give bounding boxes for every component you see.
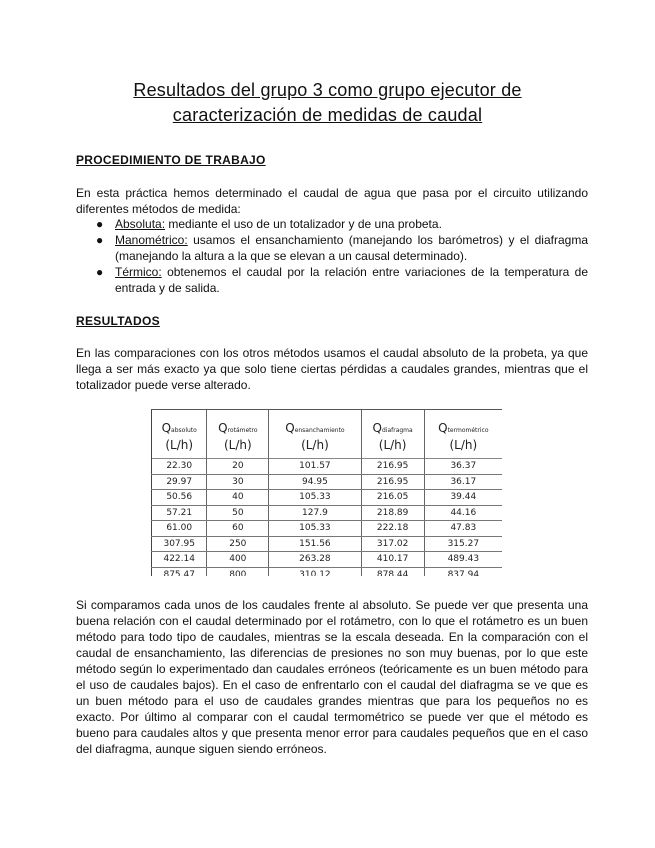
table-cell: 60 [207,521,269,537]
table-cell: 250 [207,536,269,552]
header-q-rotametro: Qrotámetro (L/h) [207,410,269,459]
method-description: obtenemos el caudal por la relación entre variaciones de la temperatura de entrada y de salida. [115,265,588,295]
table-row [152,552,503,568]
table-row [152,505,503,521]
table-row [152,521,503,537]
list-item [76,264,588,296]
table-cell: 878.44 [361,567,424,576]
table-cell: 216.95 [361,459,424,475]
table-cell: 50 [207,505,269,521]
list-item [76,216,588,232]
table-cell: 875.47 [152,567,207,576]
table-row [152,474,503,490]
table-row [152,459,503,475]
method-term: Manométrico: [115,233,188,247]
header-q-ensanchamiento: Qensanchamiento (L/h) [269,410,361,459]
table-cell: 30 [207,474,269,490]
bullet-icon: ● [96,217,104,231]
method-term: Absoluta: [115,217,166,231]
table-cell: 29.97 [152,474,207,490]
table-cell: 151.56 [269,536,361,552]
table-header-row [152,410,503,459]
table-cell: 263.28 [269,552,361,568]
table-cell: 400 [207,552,269,568]
table-cell: 94.95 [269,474,361,490]
table-cell: 101.57 [269,459,361,475]
table-cell: 310.12 [269,567,361,576]
method-term: Térmico: [115,265,162,279]
procedimiento-heading: PROCEDIMIENTO DE TRABAJO [76,153,266,167]
table-cell: 61.00 [152,521,207,537]
resultados-conclusion: Si comparamos cada unos de los caudales frente al absoluto. Se puede ver que presenta una buena relación con el caudal determinado por el rotámetro, con lo que el rotámetro es un buen método para todo tipo de caudales, mientras se la escala deseada. En la comparación con el caudal de ensanchamiento, las diferencias de presiones no son muy buenas, por lo que este método según lo experimentado dan caudales erróneos (teóricamente es un buen método para el uso de caudales bajos). En el caso de enfrentarlo con el caudal del diafragma se ve que es un buen método para el uso de caudales grandes mientras que para los pequeños no es exacto. Por último al comparar con el caudal termométrico se puede ver que el método es bueno para caudales altos y que presenta menor error para caudales pequeños que en el caso del diafragma, aunque siguen siendo erróneos. [76,598,588,756]
table-cell: 44.16 [424,505,502,521]
table-cell: 837.94 [424,567,502,576]
table-cell: 22.30 [152,459,207,475]
list-item [76,232,588,264]
method-description: usamos el ensanchamiento (manejando los barómetros) y el diafragma (manejando la altura a la que se elevan a un causal determinado). [115,233,588,263]
table-cell: 36.17 [424,474,502,490]
methods-list [76,216,588,296]
results-table [151,410,502,576]
table-row [152,536,503,552]
table-cell: 47.83 [424,521,502,537]
table-row [152,567,503,576]
table-row [152,490,503,506]
header-q-diafragma: Qdiafragma (L/h) [361,410,424,459]
table-cell: 489.43 [424,552,502,568]
table-cell: 20 [207,459,269,475]
table-cell: 105.33 [269,490,361,506]
table-cell: 422.14 [152,552,207,568]
table-cell: 39.44 [424,490,502,506]
header-q-termometrico: Qtermométrico (L/h) [424,410,502,459]
table-cell: 36.37 [424,459,502,475]
method-description: mediante el uso de un totalizador y de una probeta. [165,217,442,231]
resultados-heading: RESULTADOS [76,314,160,328]
table-cell: 50.56 [152,490,207,506]
header-q-absoluto: Qabsoluto (L/h) [152,410,207,459]
table-cell: 127.9 [269,505,361,521]
table-cell: 307.95 [152,536,207,552]
table-cell: 216.05 [361,490,424,506]
bullet-icon: ● [96,233,104,247]
bullet-icon: ● [96,265,104,279]
table-cell: 800 [207,567,269,576]
table-cell: 216.95 [361,474,424,490]
table-cell: 317.02 [361,536,424,552]
table-cell: 410.17 [361,552,424,568]
table-cell: 315.27 [424,536,502,552]
document-title-line-2: caracterización de medidas de caudal [172,105,483,125]
document-title-line-1: Resultados del grupo 3 como grupo ejecutor de [133,80,522,100]
procedimiento-intro: En esta práctica hemos determinado el caudal de agua que pasa por el circuito utilizando diferentes métodos de medida: [76,186,588,216]
table-cell: 218.89 [361,505,424,521]
results-table-image [151,410,502,576]
table-cell: 222.18 [361,521,424,537]
resultados-intro: En las comparaciones con los otros métodos usamos el caudal absoluto de la probeta, ya que llega a ser más exacto ya que solo tiene ciertas pérdidas a caudales grandes, mientras que el totalizador puede verse alterado. [76,346,588,392]
table-cell: 40 [207,490,269,506]
table-cell: 57.21 [152,505,207,521]
table-cell: 105.33 [269,521,361,537]
